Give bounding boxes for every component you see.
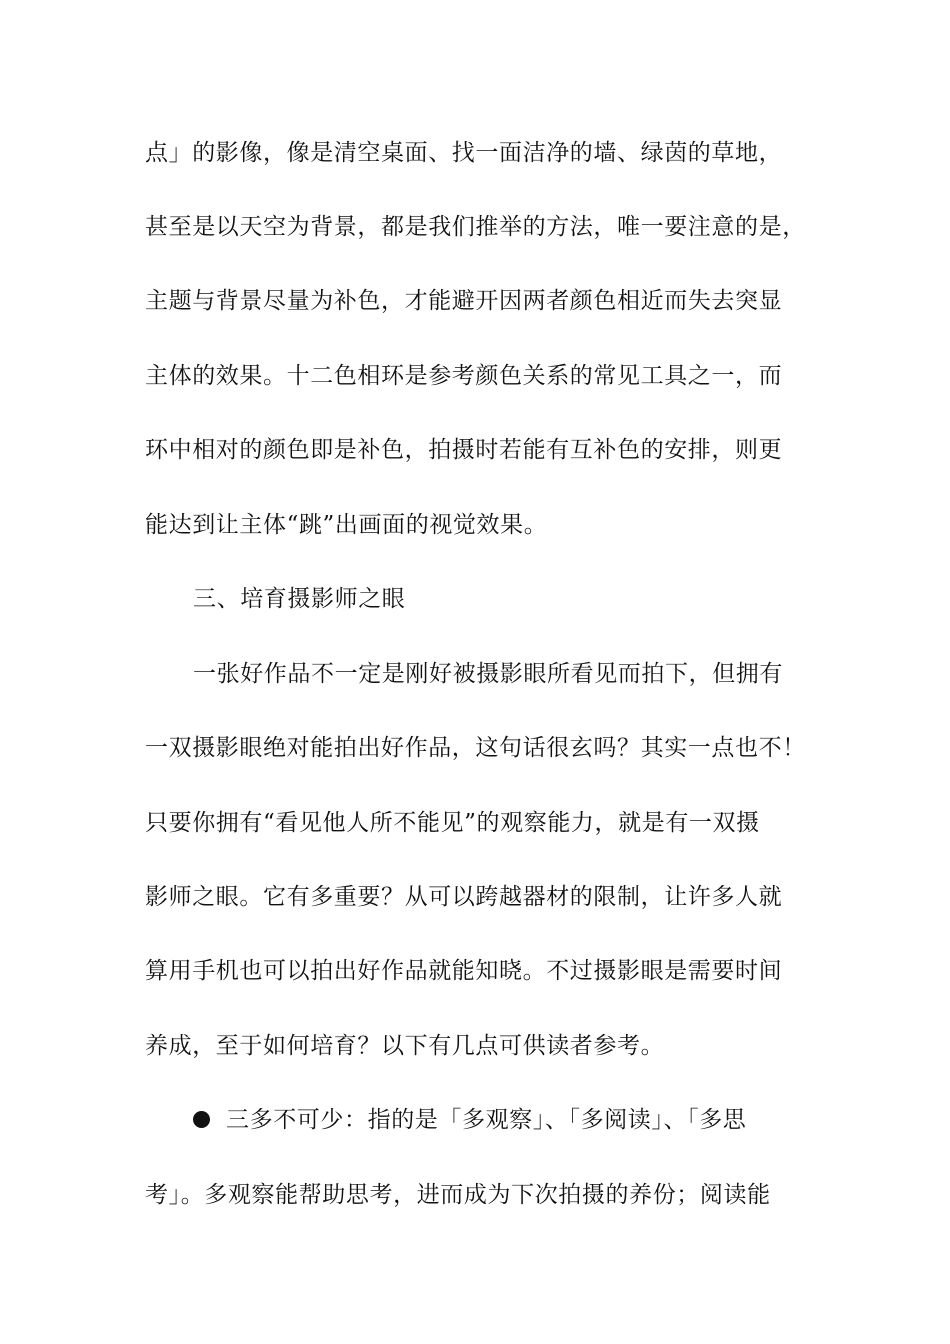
paragraph-line: 一张好作品不一定是刚好被摄影眼所看见而拍下，但拥有: [193, 661, 783, 687]
paragraph-line: 主体的效果。十二色相环是参考颜色关系的常见工具之一，而: [145, 363, 783, 389]
bullet-item: [193, 1105, 893, 1135]
paragraph-line: 环中相对的颜色即是补色，拍摄时若能有互补色的安排，则更: [145, 437, 783, 463]
paragraph-line: 只要你拥有“看见他人所不能见”的观察能力，就是有一双摄: [145, 810, 760, 836]
bullet-dot-icon: [193, 1111, 210, 1128]
paragraph-line: 能达到让主体“跳”出画面的视觉效果。: [145, 512, 548, 538]
paragraph-line: 一双摄影眼绝对能拍出好作品，这句话很玄吗？其实一点也不！: [145, 735, 806, 761]
paragraph-line: 影师之眼。它有多重要？从可以跨越器材的限制，让许多人就: [145, 884, 783, 910]
paragraph-line: 主题与背景尽量为补色，才能避开因两者颜色相近而失去突显: [145, 288, 783, 314]
paragraph-line: 甚至是以天空为背景，都是我们推举的方法，唯一要注意的是，: [145, 214, 806, 240]
paragraph-line: 算用手机也可以拍出好作品就能知晓。不过摄影眼是需要时间: [145, 958, 783, 984]
paragraph-line: 养成，至于如何培育？以下有几点可供读者参考。: [145, 1033, 665, 1059]
paragraph-line: 考」。多观察能帮助思考，进而成为下次拍摄的养份；阅读能: [145, 1182, 771, 1208]
bullet-text: 三多不可少：指的是「多观察」、「多阅读」、「多思: [226, 1107, 747, 1133]
section-heading: 三、培育摄影师之眼: [193, 586, 406, 612]
paragraph-line: 点」的影像，像是清空桌面、找一面洁净的墙、绿茵的草地，: [145, 140, 783, 166]
